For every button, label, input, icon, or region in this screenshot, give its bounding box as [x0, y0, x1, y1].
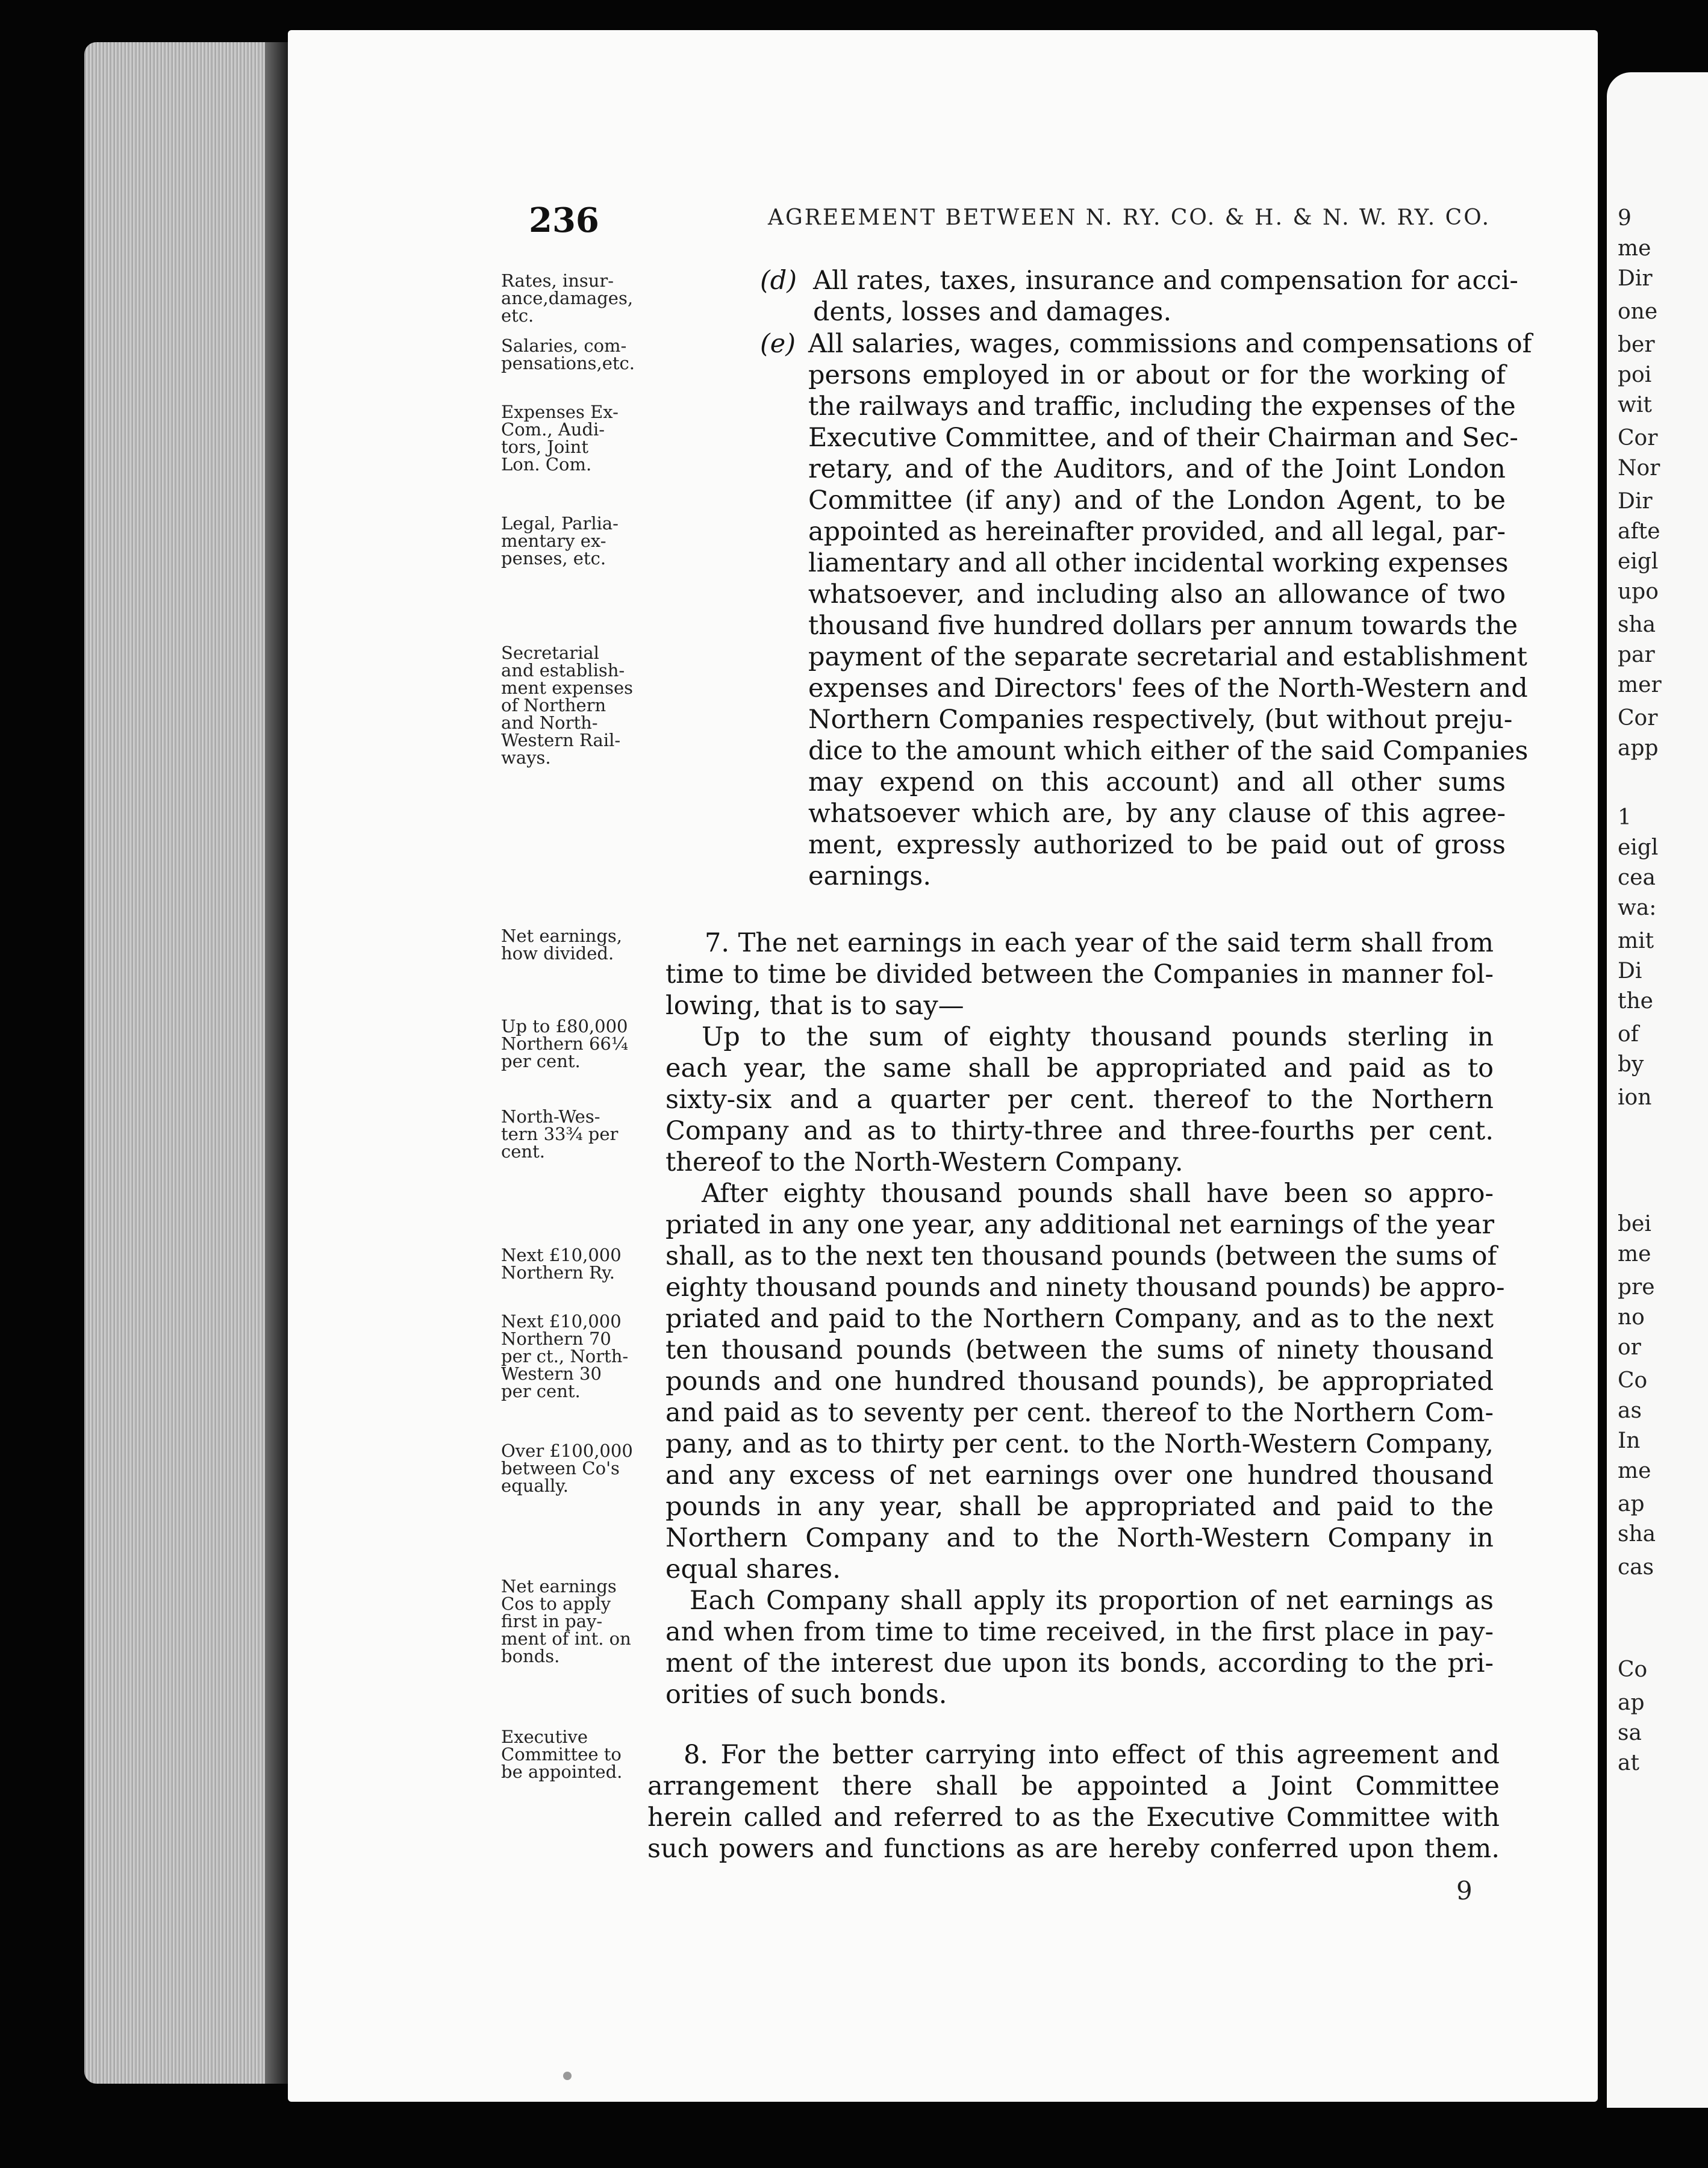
margin-note-line: Secretarial [501, 643, 599, 663]
text-line: shall, as to the next ten thousand pounds (between the sums of [665, 1241, 1497, 1271]
facing-page-text-fragment: as [1618, 1398, 1642, 1423]
facing-page-text-fragment: or [1618, 1335, 1641, 1360]
text-line: After eighty thousand pounds shall have been so appro- [702, 1179, 1494, 1209]
book-page-edges [84, 42, 283, 2084]
margin-note-line: Over £100,000 [501, 1441, 633, 1461]
margin-note-line: Salaries, com- [501, 335, 627, 356]
margin-note-line: Northern 66¼ [501, 1033, 628, 1054]
text-line: priated and paid to the Northern Company, and as to the next [665, 1304, 1494, 1334]
facing-page-text-fragment: sha [1618, 1522, 1656, 1547]
margin-note [501, 337, 676, 372]
gutter-shadow [265, 42, 289, 2084]
facing-page-text-fragment: no [1618, 1305, 1645, 1330]
facing-page-text-fragment: poi [1618, 363, 1652, 387]
text-line: 7. The net earnings in each year of the said term shall from [705, 928, 1494, 958]
page-number: 236 [529, 201, 599, 240]
facing-page-text-fragment: eigl [1618, 835, 1659, 860]
margin-note-line: penses, etc. [501, 548, 606, 568]
text-line: liamentary and all other incidental working expenses [808, 548, 1509, 578]
margin-note-line: Legal, Parlia- [501, 513, 619, 534]
text-line: All rates, taxes, insurance and compensation for acci- [813, 266, 1518, 296]
facing-page-fragment [1607, 72, 1708, 2108]
section-8 [647, 1739, 1500, 1864]
margin-note [501, 403, 676, 473]
margin-note-line: Committee to [501, 1744, 622, 1765]
text-line: ment of the interest due upon its bonds, according to the pri- [665, 1648, 1494, 1678]
text-line: persons employed in or about or for the working of [808, 360, 1506, 390]
facing-page-text-fragment: mer [1618, 673, 1662, 697]
margin-note [501, 644, 676, 767]
facing-page-text-fragment: sha [1618, 612, 1656, 637]
facing-page-text-fragment: par [1618, 643, 1655, 667]
margin-note-line: tern 33¾ per [501, 1124, 619, 1144]
facing-page-text-fragment: In [1618, 1428, 1641, 1453]
margin-note-line: mentary ex- [501, 531, 606, 551]
margin-note-line: Northern 70 [501, 1329, 611, 1349]
margin-note [501, 1018, 676, 1070]
margin-note-line: bonds. [501, 1646, 560, 1666]
margin-note-line: tors, Joint [501, 437, 588, 457]
margin-note [501, 1108, 676, 1160]
facing-page-text-fragment: mit [1618, 929, 1654, 953]
text-line: ten thousand pounds (between the sums of ninety thousand [665, 1335, 1494, 1365]
facing-page-text-fragment: pre [1618, 1275, 1655, 1300]
facing-page-text-fragment: the [1618, 989, 1653, 1014]
facing-page-text-fragment: eigl [1618, 549, 1659, 574]
facing-page-text-fragment: cas [1618, 1555, 1654, 1580]
margin-note-line: per cent. [501, 1381, 581, 1401]
facing-page-text-fragment: ber [1618, 332, 1655, 357]
text-line: equal shares. [665, 1554, 841, 1584]
text-line: herein called and referred to as the Executive Committee with [647, 1802, 1500, 1833]
text-line: whatsoever which are, by any clause of this agree- [808, 799, 1506, 829]
text-line: may expend on this account) and all other sums [808, 767, 1506, 797]
margin-note-line: Next £10,000 [501, 1245, 622, 1265]
margin-note [501, 1247, 676, 1282]
margin-note [501, 1313, 676, 1400]
text-line: such powers and functions as are hereby conferred upon them. [647, 1834, 1500, 1864]
margin-note-line: first in pay- [501, 1611, 603, 1631]
item-d-label: (d) [760, 266, 797, 296]
text-line: earnings. [808, 861, 932, 891]
text-line: each year, the same shall be appropriated and paid as to [665, 1053, 1494, 1083]
margin-note-line: per cent. [501, 1051, 581, 1071]
facing-page-text-fragment: one [1618, 299, 1658, 324]
text-line: Up to the sum of eighty thousand pounds sterling in [702, 1022, 1494, 1052]
margin-note [501, 927, 676, 962]
page-smudge [563, 2072, 572, 2080]
margin-note-line: Rates, insur- [501, 270, 614, 291]
item-e-label: (e) [760, 329, 796, 359]
margin-note [501, 272, 676, 325]
text-line: ment, expressly authorized to be paid out of gross [808, 830, 1506, 860]
facing-page-text-fragment: Cor [1618, 706, 1658, 730]
margin-note-line: etc. [501, 305, 534, 326]
running-head: AGREEMENT BETWEEN N. RY. CO. & H. & N. W. RY. CO. [768, 205, 1491, 230]
margin-note-line: Net earnings, [501, 926, 623, 946]
text-line: the railways and traffic, including the expenses of the [808, 391, 1516, 422]
facing-page-text-fragment: wa: [1618, 896, 1657, 920]
text-line: expenses and Directors' fees of the North-Western and [808, 673, 1528, 703]
text-line: orities of such bonds. [665, 1680, 947, 1710]
text-line: thereof to the North-Western Company. [665, 1147, 1183, 1177]
text-line: time to time be divided between the Companies in manner fol- [665, 959, 1494, 989]
signature-mark: 9 [1456, 1876, 1473, 1905]
margin-note-line: be appointed. [501, 1762, 623, 1782]
section-7 [665, 927, 1505, 1710]
facing-page-text-fragment: at [1618, 1751, 1639, 1775]
facing-page-text-fragment: ion [1618, 1085, 1652, 1110]
text-line: Each Company shall apply its proportion of net earnings as [690, 1586, 1494, 1616]
margin-note [501, 1442, 676, 1495]
text-line: retary, and of the Auditors, and of the Joint London [808, 454, 1506, 484]
text-line: All salaries, wages, commissions and compensations of [808, 329, 1532, 359]
facing-page-text-fragment: sa [1618, 1721, 1642, 1745]
facing-page-text-fragment: ap [1618, 1690, 1645, 1715]
facing-page-text-fragment: Nor [1618, 456, 1660, 481]
margin-note-line: between Co's [501, 1458, 620, 1478]
margin-note-line: per ct., North- [501, 1346, 629, 1366]
margin-note-line: of Northern [501, 695, 606, 715]
margin-note-line: equally. [501, 1475, 569, 1496]
text-line: appointed as hereinafter provided, and all legal, par- [808, 517, 1506, 547]
facing-page-text-fragment: cea [1618, 865, 1656, 890]
margin-note-line: Up to £80,000 [501, 1016, 628, 1036]
text-line: and paid as to seventy per cent. thereof to the Northern Com- [665, 1398, 1494, 1428]
margin-note-line: North-Wes- [501, 1106, 600, 1127]
margin-note-line: Western 30 [501, 1363, 602, 1384]
margin-note-line: Next £10,000 [501, 1311, 622, 1332]
margin-note-line: Com., Audi- [501, 419, 605, 440]
facing-page-text-fragment: app [1618, 736, 1659, 761]
facing-page-text-fragment: me [1618, 1459, 1651, 1483]
facing-page-text-fragment: ap [1618, 1492, 1645, 1516]
facing-page-text-fragment: wit [1618, 393, 1652, 417]
margin-note-line: Northern Ry. [501, 1262, 616, 1283]
text-line: Northern Companies respectively, (but without preju- [808, 705, 1513, 735]
margin-note-line: ment of int. on [501, 1628, 631, 1649]
margin-note-line: Cos to apply [501, 1593, 611, 1614]
text-line: pounds and one hundred thousand pounds), be appropriated [665, 1366, 1494, 1397]
facing-page-text-fragment: me [1618, 1242, 1651, 1266]
text-line: dice to the amount which either of the said Companies [808, 736, 1529, 766]
text-line: pounds in any year, shall be appropriated and paid to the [665, 1492, 1494, 1522]
text-line: and any excess of net earnings over one hundred thousand [665, 1460, 1494, 1490]
text-line: 8. For the better carrying into effect of this agreement and [684, 1740, 1500, 1770]
text-line: pany, and as to thirty per cent. to the North-Western Company, [665, 1429, 1494, 1459]
margin-note-line: pensations,etc. [501, 353, 635, 373]
facing-page-text-fragment: upo [1618, 579, 1659, 604]
margin-note-line: Expenses Ex- [501, 402, 619, 422]
page-header [529, 201, 1504, 240]
margin-note-line: Executive [501, 1727, 588, 1747]
item-d-text [813, 265, 1518, 328]
facing-page-text-fragment: Dir [1618, 489, 1653, 514]
text-line: and when from time to time received, in the first place in pay- [665, 1617, 1494, 1647]
margin-note-line: and North- [501, 712, 598, 733]
margin-note-line: ance,damages, [501, 288, 634, 308]
margin-note-line: and establish- [501, 660, 625, 681]
margin-note-line: ways. [501, 747, 551, 768]
text-line: eighty thousand pounds and ninety thousand pounds) be appro- [665, 1272, 1505, 1303]
text-line: sixty-six and a quarter per cent. thereof to the Northern [665, 1085, 1494, 1115]
text-line: Company and as to thirty-three and three-fourths per cent. [665, 1116, 1494, 1146]
facing-page-text-fragment: Di [1618, 959, 1642, 983]
margin-note [501, 515, 676, 567]
margin-note-line: ment expenses [501, 678, 634, 698]
facing-page-text-fragment: Dir [1618, 266, 1653, 291]
margin-note-line: Net earnings [501, 1576, 617, 1596]
text-line: lowing, that is to say— [665, 991, 964, 1021]
facing-page-text-fragment: 9 [1618, 206, 1632, 231]
facing-page-text-fragment: 1 [1618, 805, 1632, 830]
text-line: whatsoever, and including also an allowance of two [808, 579, 1506, 609]
text-line: payment of the separate secretarial and establishment [808, 642, 1527, 672]
item-e-text [808, 328, 1532, 892]
facing-page-text-fragment: Co [1618, 1657, 1648, 1682]
text-line: arrangement there shall be appointed a Joint Committee [647, 1771, 1500, 1801]
text-line: dents, losses and damages. [813, 297, 1172, 327]
margin-note [501, 1578, 676, 1665]
text-line: priated in any one year, any additional net earnings of the year [665, 1210, 1495, 1240]
margin-note-line: cent. [501, 1141, 545, 1162]
text-line: Committee (if any) and of the London Agent, to be [808, 485, 1506, 516]
text-line: Executive Committee, and of their Chairman and Sec- [808, 423, 1518, 453]
margin-note-line: Western Rail- [501, 730, 621, 750]
facing-page-text-fragment: afte [1618, 519, 1660, 544]
margin-note-line: Lon. Com. [501, 454, 592, 475]
text-line: thousand five hundred dollars per annum towards the [808, 611, 1518, 641]
facing-page-text-fragment: of [1618, 1022, 1639, 1047]
margin-note-line: how divided. [501, 943, 614, 964]
facing-page-text-fragment: by [1618, 1052, 1644, 1077]
text-line: Northern Company and to the North-Western Company in [665, 1523, 1494, 1553]
facing-page-text-fragment: Co [1618, 1368, 1648, 1393]
facing-page-text-fragment: bei [1618, 1212, 1651, 1236]
facing-page-text-fragment: Cor [1618, 426, 1658, 450]
facing-page-text-fragment: me [1618, 236, 1651, 261]
